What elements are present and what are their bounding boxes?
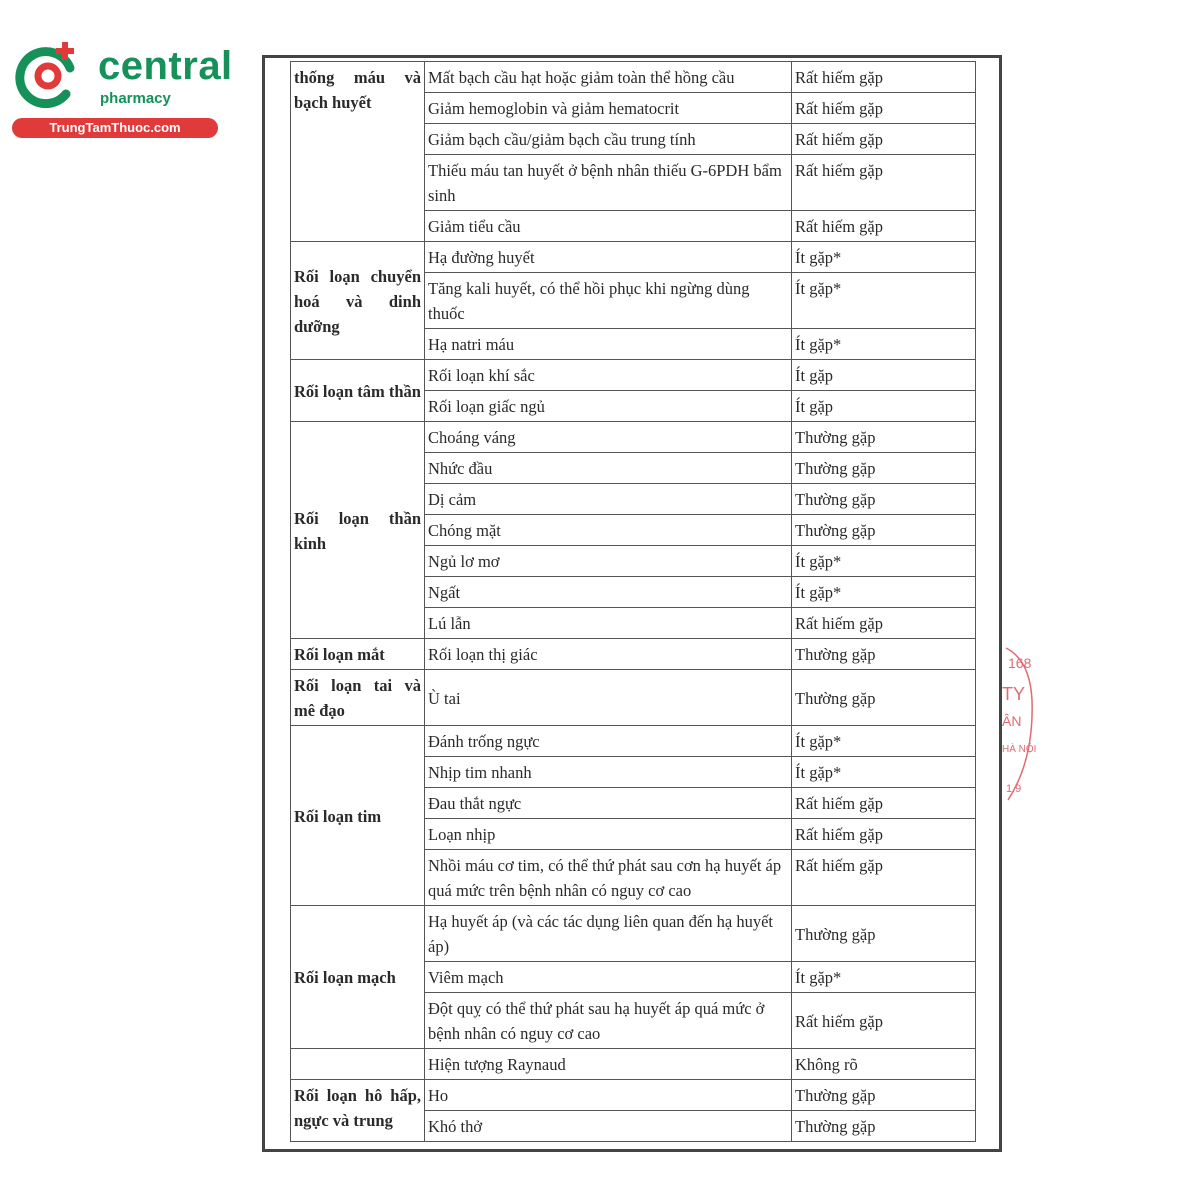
effect-cell: Tăng kali huyết, có thể hồi phục khi ngừng dùng thuốc: [425, 273, 792, 329]
stamp-text: 168: [1008, 655, 1032, 671]
table-row: [291, 670, 976, 726]
effect-cell: Dị cảm: [425, 484, 792, 515]
effect-cell: Nhịp tim nhanh: [425, 757, 792, 788]
frequency-cell: Rất hiếm gặp: [792, 211, 976, 242]
frequency-cell: Rất hiếm gặp: [792, 608, 976, 639]
brand-logo: [10, 36, 233, 136]
table-row: [291, 726, 976, 757]
effect-cell: Hạ natri máu: [425, 329, 792, 360]
effect-cell: Nhồi máu cơ tim, có thể thứ phát sau cơn hạ huyết áp quá mức trên bệnh nhân có nguy cơ cao: [425, 850, 792, 906]
brand-name: central: [98, 44, 233, 88]
effect-cell: Viêm mạch: [425, 962, 792, 993]
frequency-cell: Ít gặp*: [792, 577, 976, 608]
frequency-cell: Ít gặp*: [792, 726, 976, 757]
effect-cell: Ù tai: [425, 670, 792, 726]
frequency-cell: Ít gặp: [792, 391, 976, 422]
frequency-cell: Thường gặp: [792, 906, 976, 962]
category-cell: Rối loạn mạch: [291, 906, 425, 1049]
frequency-cell: Ít gặp*: [792, 329, 976, 360]
frequency-cell: Thường gặp: [792, 453, 976, 484]
document-page: [262, 55, 1002, 1152]
stamp-text: ÂN: [1002, 713, 1022, 729]
effect-cell: Ho: [425, 1080, 792, 1111]
frequency-cell: Rất hiếm gặp: [792, 93, 976, 124]
brand-subtitle: pharmacy: [100, 90, 171, 107]
effect-cell: Chóng mặt: [425, 515, 792, 546]
effect-cell: Ngủ lơ mơ: [425, 546, 792, 577]
table-row: [291, 1080, 976, 1111]
frequency-cell: Rất hiếm gặp: [792, 819, 976, 850]
category-cell: Rối loạn chuyển hoá và dinh dưỡng: [291, 242, 425, 360]
category-cell: thống máu và bạch huyết: [291, 62, 425, 242]
table-row: [291, 1049, 976, 1080]
category-cell: Rối loạn thần kinh: [291, 422, 425, 639]
frequency-cell: Ít gặp*: [792, 546, 976, 577]
frequency-cell: Ít gặp*: [792, 273, 976, 329]
category-cell: Rối loạn tim: [291, 726, 425, 906]
central-pharmacy-logo-icon: [12, 38, 84, 110]
frequency-cell: Ít gặp*: [792, 242, 976, 273]
frequency-cell: Thường gặp: [792, 422, 976, 453]
effect-cell: Rối loạn thị giác: [425, 639, 792, 670]
frequency-cell: Không rõ: [792, 1049, 976, 1080]
brand-website: TrungTamThuoc.com: [12, 118, 218, 138]
effect-cell: Nhức đầu: [425, 453, 792, 484]
red-stamp: [1000, 640, 1040, 810]
frequency-cell: Thường gặp: [792, 1111, 976, 1142]
category-cell: Rối loạn hô hấp, ngực và trung: [291, 1080, 425, 1142]
effect-cell: Giảm tiểu cầu: [425, 211, 792, 242]
frequency-cell: Rất hiếm gặp: [792, 993, 976, 1049]
table-row: [291, 639, 976, 670]
table-row: [291, 242, 976, 273]
effect-cell: Giảm hemoglobin và giảm hematocrit: [425, 93, 792, 124]
effect-cell: Rối loạn giấc ngủ: [425, 391, 792, 422]
category-cell: Rối loạn tai và mê đạo: [291, 670, 425, 726]
frequency-cell: Thường gặp: [792, 484, 976, 515]
table-row: [291, 422, 976, 453]
effect-cell: Đau thắt ngực: [425, 788, 792, 819]
table-row: [291, 360, 976, 391]
frequency-cell: Thường gặp: [792, 515, 976, 546]
effect-cell: Loạn nhịp: [425, 819, 792, 850]
frequency-cell: Thường gặp: [792, 639, 976, 670]
frequency-cell: Ít gặp*: [792, 757, 976, 788]
effect-cell: Giảm bạch cầu/giảm bạch cầu trung tính: [425, 124, 792, 155]
effect-cell: Hiện tượng Raynaud: [425, 1049, 792, 1080]
table-body: [291, 62, 976, 1142]
stamp-text: HÀ NỘI: [1002, 744, 1037, 755]
effect-cell: Hạ huyết áp (và các tác dụng liên quan đến hạ huyết áp): [425, 906, 792, 962]
category-cell: Rối loạn mắt: [291, 639, 425, 670]
category-cell: [291, 1049, 425, 1080]
effect-cell: Đánh trống ngực: [425, 726, 792, 757]
effect-cell: Rối loạn khí sắc: [425, 360, 792, 391]
stamp-text: TY: [1002, 684, 1026, 704]
category-cell: Rối loạn tâm thần: [291, 360, 425, 422]
frequency-cell: Rất hiếm gặp: [792, 155, 976, 211]
frequency-cell: Rất hiếm gặp: [792, 788, 976, 819]
frequency-cell: Rất hiếm gặp: [792, 850, 976, 906]
frequency-cell: Rất hiếm gặp: [792, 124, 976, 155]
stamp-text: 1.9: [1006, 783, 1022, 795]
effect-cell: Choáng váng: [425, 422, 792, 453]
frequency-cell: Ít gặp*: [792, 962, 976, 993]
effect-cell: Lú lẫn: [425, 608, 792, 639]
effect-cell: Hạ đường huyết: [425, 242, 792, 273]
adverse-effects-table: [290, 61, 976, 1142]
effect-cell: Đột quỵ có thể thứ phát sau hạ huyết áp quá mức ở bệnh nhân có nguy cơ cao: [425, 993, 792, 1049]
frequency-cell: Thường gặp: [792, 1080, 976, 1111]
effect-cell: Ngất: [425, 577, 792, 608]
table-row: [291, 62, 976, 93]
frequency-cell: Rất hiếm gặp: [792, 62, 976, 93]
table-row: [291, 906, 976, 962]
frequency-cell: Ít gặp: [792, 360, 976, 391]
effect-cell: Thiếu máu tan huyết ở bệnh nhân thiếu G-6PDH bẩm sinh: [425, 155, 792, 211]
frequency-cell: Thường gặp: [792, 670, 976, 726]
effect-cell: Mất bạch cầu hạt hoặc giảm toàn thể hồng cầu: [425, 62, 792, 93]
effect-cell: Khó thở: [425, 1111, 792, 1142]
